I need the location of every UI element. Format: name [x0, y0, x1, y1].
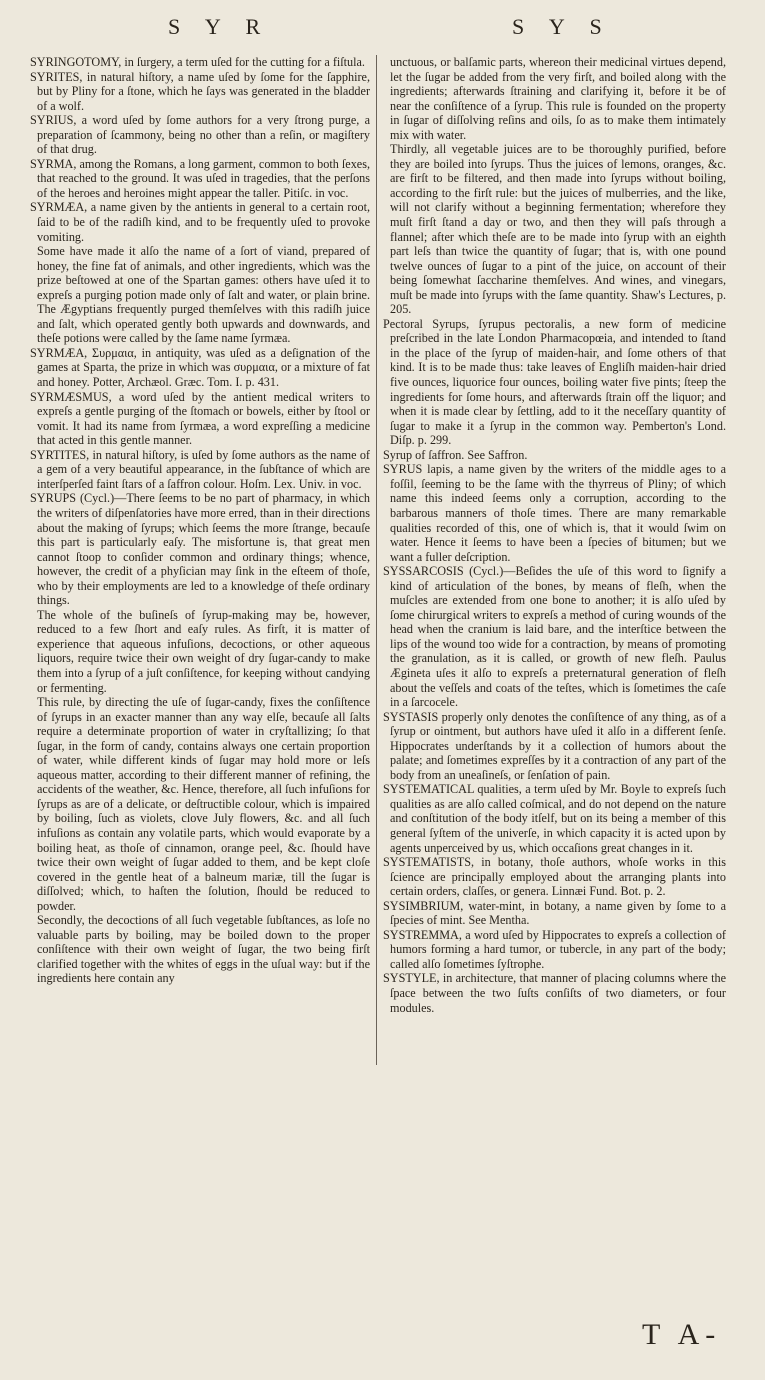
left-entry: SYRINGOTOMY, in ſurgery, a term uſed for the cutting for a fiſtula.	[30, 55, 365, 69]
right-entry: Syrup of ſaffron. See Saffron.	[383, 447, 528, 462]
left-paragraph: Secondly, the decoctions of all ſuch vegetable ſubſtances, as loſe no valuable parts by boiling, may be boiled down to the proper conſiſtence with their own weight of ſugar, the two being firſt clarified together with the whites of eggs in the uſual way: but if the ingredients here contain any	[37, 913, 370, 986]
left-paragraph: The whole of the buſineſs of ſyrup-making may be, however, reduced to a few ſhort and eaſy rules. As firſt, it is matter of experience that aqueous infuſions, decoctions, or other aqueous liquors, require twice their own weight of dry ſugar-candy to make them into a ſyrup of a juſt conſiſtence, for keeping without candying or fermenting.	[37, 607, 370, 695]
left-entry: SYRMÆA, Συρμαια, in antiquity, was uſed as a deſignation of the games at Sparta, the prize in which was συρμαια, or a mixture of fat and honey. Potter, Archæol. Græc. Tom. I. p. 431.	[30, 345, 370, 390]
right-entry: SYSTYLE, in architecture, that manner of placing columns where the ſpace between the two ſuſts conſiſts of two diameters, or four modules.	[383, 971, 726, 1015]
left-entry: SYRUPS (Cycl.)—There ſeems to be no part of pharmacy, in which the writers of diſpenſatories have more erred, than in their directions about the making of ſyrups; which ſeems the more ſtrange, becauſe this part is particularly eaſy. The misfortune is, that great men cannot ſtoop to conſider common and ordinary things; whence, however, the credit of a phyſician may ſink in the eſteem of thoſe, who by their employments are led to a knowledge of theſe ordinary things.	[30, 491, 370, 608]
right-entry: SYSSARCOSIS (Cycl.)—Beſides the uſe of this word to ſignify a kind of articulation of the bones, by means of fleſh, when the muſcles are extended from one bone to another; it is alſo uſed by ſome chirurgical writers to expreſs a method of curing wounds of the head when the cranium is laid bare, and the interſtice between the lips of the wound too wide for a contraction, by means of promoting the granulation, as it is called, or growth of new fleſh. Paulus Ægineta uſes it alſo to expreſs a preternatural generation of fleſh about the veſſels and coats of the teſtes, which is ſometimes the caſe in a ſarcocele.	[383, 564, 726, 710]
running-header	[0, 14, 765, 54]
left-entry: SYRITES, in natural hiſtory, a name uſed by ſome for the ſapphire, but by Pliny for a ſtone, which he ſays was generated in the bladder of a wolf.	[30, 69, 370, 113]
right-entry: SYSTASIS properly only denotes the conſiſtence of any thing, as of a ſyrup or ointment, but authors have uſed it alſo in a different ſenſe. Hippocrates underſtands by it a collection of humors about the palate; and ſometimes expreſſes by it a contraction of any part of the body from an uneaſineſs, or ſenſation of pain.	[383, 709, 726, 782]
right-entry: SYSTEMATISTS, in botany, thoſe authors, whoſe works in this ſcience are principally employed about the arranging plants into certain orders, claſſes, or genera. Linnæi Fund. Bot. p. 2.	[383, 855, 726, 899]
right-paragraph: Thirdly, all vegetable juices are to be thoroughly purified, before they are boiled into ſyrups. Thus the juices of lemons, oranges, &c. are firſt to be filtered, and then made into ſyrups without boiling, according to the firſt rule: but the juices of mulberries, and the like, will not clarify without a beginning fermentation; wherefore they muſt firſt ſtand a day or two, and then they will paſs through a flannel; after which theſe are to be made into ſyrup with an eighth part leſs than twice the quantity of ſugar; that is, with one pound twelve ounces of ſugar to a pint of the juice, on account of their being ſomewhat ſaccharine themſelves. And wines, and vinegars, muſt be made into ſyrups with the ſame quantity. Shaw's Lectures, p. 205.	[390, 142, 726, 317]
right-column	[383, 55, 726, 1015]
left-entry: SYRMÆSMUS, a word uſed by the antient medical writers to expreſs a gentle purging of the ſtomach or bowels, either by ſtool or vomit. It had its name from ſyrmæa, a word expreſſing a medicine that acted in this gentle manner.	[30, 389, 370, 448]
right-entry: SYSIMBRIUM, water-mint, in botany, a name given by ſome to a ſpecies of mint. See Mentha.	[383, 898, 726, 928]
header-right: S Y S	[512, 14, 612, 39]
left-paragraph: Some have made it alſo the name of a ſort of viand, prepared of honey, the fine fat of animals, and other ingredients, which was the prize beſtowed at one of the Spartan games: others have uſed it to expreſs a purging potion made only of ſalt and water, or plain brine. The Ægyptians frequently purged themſelves with this radiſh juice and ſalt, which operated gently both upwards and downwards, and theſe potions were called by the ſame name ſyrmæa.	[37, 244, 370, 346]
left-entry: SYRMA, among the Romans, a long garment, common to both ſexes, that reached to the ground. It was uſed in tragedies, that the perſons of the heroes and heroines might appear the taller. Pitiſc. in voc.	[30, 156, 370, 200]
catchword: T A-	[642, 1318, 722, 1351]
left-entry: SYRTITES, in natural hiſtory, is uſed by ſome authors as the name of a gem of a very beautiful appearance, in the ſubſtance of which are interſperſed faint ſtars of a ſaffron colour. Hoſm. Lex. Univ. in voc.	[30, 447, 370, 491]
right-entry: SYSTREMMA, a word uſed by Hippocrates to expreſs a collection of humors forming a hard tumor, or tubercle, in any part of the body; called alſo ſometimes ſyſtrophe.	[383, 927, 726, 971]
right-paragraph: unctuous, or balſamic parts, whereon their medicinal virtues depend, let the ſugar be added from the very firſt, and boiled along with the ingredients; afterwards ſtraining and clarifying it, before it be of near the conſiſtence of a ſyrup. This rule is founded on the property in ſugar of diſſolving reſins and oils, ſo as to make them intimately mix with water.	[390, 55, 726, 142]
left-entry: SYRIUS, a word uſed by ſome authors for a very ſtrong purge, a preparation of ſcammony, being no other than a reſin, or magiſtery of that drug.	[30, 113, 370, 157]
column-rule	[376, 55, 377, 1065]
header-left: S Y R	[168, 14, 271, 39]
left-column	[30, 55, 370, 986]
right-entry: SYRUS lapis, a name given by the writers of the middle ages to a foſſil, ſeeming to be the ſame with the thyrreus of Pliny; of which name this indeed ſeems only a corruption, according to the barbarous manners of thoſe times. There are many remarkable qualities recorded of this, one of which is, that it would ſwim on water. Hence it ſeems to have been a ſpecies of bitumen; but we want a fuller deſcription.	[383, 462, 726, 564]
right-entry: Pectoral Syrups, ſyrupus pectoralis, a new form of medicine preſcribed in the late London Pharmacopœia, and intended to ſtand in the place of the ſyrup of maiden-hair, and ſome others of that kind. It is to be made thus: take leaves of Engliſh maiden-hair dried five ounces, liquorice four ounces, boiling water five pints; ſteep the ingredients for ſome hours, and afterwards ſtrain off the liquor; and when it is made clear by ſettling, add to it the neceſſary quantity of ſugar to make it a ſyrup in the common way. Pemberton's Lond. Diſp. p. 299.	[383, 316, 726, 448]
right-entry: SYSTEMATICAL qualities, a term uſed by Mr. Boyle to expreſs ſuch qualities as are alſo called coſmical, and do not depend on the nature and conſtitution of the body itſelf, but on its being a member of this general ſyſtem of the univerſe, in which capacity it is acted upon by agents unperceived by us, which occaſions great changes in it.	[383, 782, 726, 855]
left-paragraph: This rule, by directing the uſe of ſugar-candy, fixes the conſiſtence of ſyrups in an exacter manner than any way elſe, becauſe all ſalts require a determinate proportion of water in cryſtallizing; ſo that ſugar, in the form of candy, contains always one certain proportion of water, while different kinds of ſugar may hold more or leſs aqueous matter, according to their different manner of refining, the accidents of the weather, &c. Hence, therefore, all ſuch infuſions for ſyrups as are of a delicate, or deſtructible colour, which is impaired by boiling, ſuch as violets, clove July flowers, &c. and all ſuch infuſions as contain any volatile parts, which would evaporate by a boiling heat, as thoſe of cinnamon, orange peel, &c. ſhould have twice their own weight of ſugar added to them, and be kept cloſe covered in the gentle heat of a balneum mariæ, till the ſugar is diſſolved; which, to haſten the ſolution, ſhould be reduced to powder.	[37, 695, 370, 913]
left-entry: SYRMÆA, a name given by the antients in general to a certain root, ſaid to be of the radiſh kind, and to be frequently uſed to provoke vomiting.	[30, 200, 370, 244]
